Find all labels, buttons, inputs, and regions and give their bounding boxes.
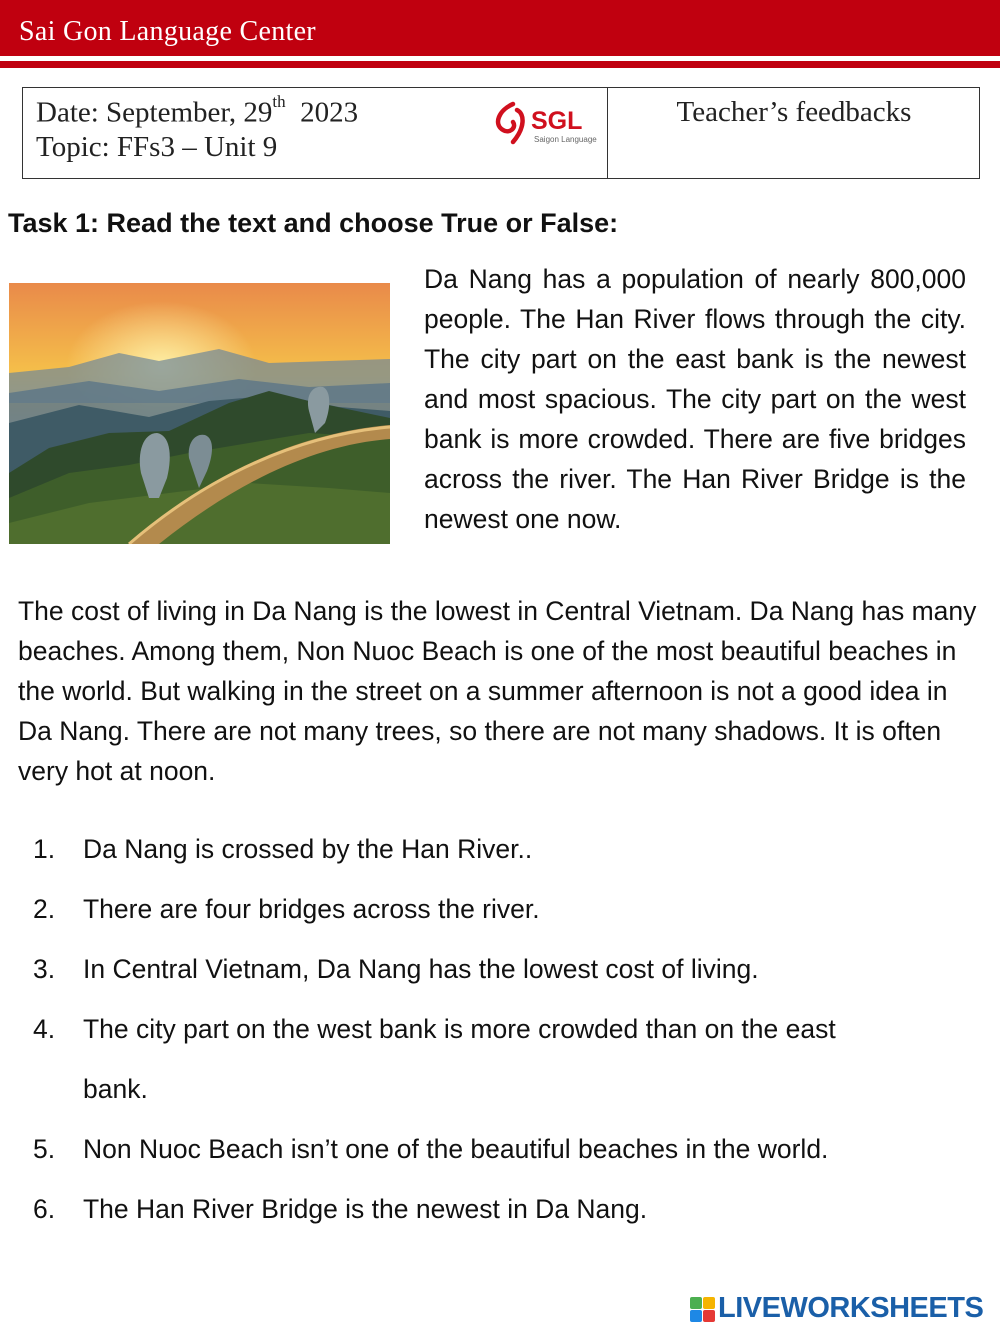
question-item — [0, 1119, 1000, 1179]
center-name: Sai Gon Language Center — [19, 16, 316, 47]
date-year: 2023 — [300, 96, 359, 129]
question-text: There are four bridges across the river. — [83, 894, 540, 924]
question-number: 5. — [33, 1134, 56, 1164]
question-list — [0, 819, 1000, 1239]
question-text: The Han River Bridge is the newest in Da Nang. — [83, 1194, 648, 1224]
date-ordinal: th — [272, 92, 286, 111]
liveworksheets-icon — [690, 1297, 716, 1323]
info-left-cell — [23, 88, 608, 178]
lesson-date — [36, 92, 359, 130]
info-box — [22, 87, 980, 179]
question-item — [0, 939, 1000, 999]
liveworksheets-brand: LIVEWORKSHEETS — [718, 1292, 984, 1324]
teacher-feedback-label: Teacher’s feedbacks — [676, 96, 912, 128]
header-stripe — [0, 61, 1000, 68]
lesson-topic: Topic: FFs3 – Unit 9 — [36, 131, 278, 163]
logo-subtext: Saigon Language — [534, 135, 597, 144]
question-text: The city part on the west bank is more crowded than on the east bank. — [83, 1014, 836, 1104]
question-item — [0, 1179, 1000, 1239]
reading-paragraph-2: The cost of living in Da Nang is the lowest in Central Vietnam. Da Nang has many beaches. Among them, Non Nuoc Beach is one of the most beautiful beaches in the world. But walking in the street on a summer afternoon is not a good idea in Da Nang. There are not many trees, so there are not many shadows. It is often very hot at noon. — [18, 596, 977, 786]
liveworksheets-logo — [690, 1290, 990, 1326]
header-bar — [0, 0, 1000, 56]
golden-bridge-photo — [9, 283, 390, 544]
question-item — [0, 879, 1000, 939]
question-item — [0, 999, 1000, 1119]
question-text: In Central Vietnam, Da Nang has the lowest cost of living. — [83, 954, 759, 984]
question-number: 6. — [33, 1194, 56, 1224]
date-text: Date: September, 29 — [36, 96, 273, 129]
sgl-logo — [491, 98, 606, 150]
question-number: 4. — [33, 1014, 56, 1044]
question-number: 2. — [33, 894, 56, 924]
question-number: 1. — [33, 834, 56, 864]
question-item — [0, 819, 1000, 879]
reading-paragraph-1: Da Nang has a population of nearly 800,000 people. The Han River flows through the city. The city part on the east bank is the newest and most spacious. The city part on the west bank is more crowded. There are five bridges across the river. The Han River Bridge is the newest one now. — [424, 264, 966, 534]
logo-text: SGL — [531, 107, 583, 135]
question-text: Non Nuoc Beach isn’t one of the beautiful beaches in the world. — [83, 1134, 829, 1164]
question-number: 3. — [33, 954, 56, 984]
question-text: Da Nang is crossed by the Han River.. — [83, 834, 533, 864]
task-title: Task 1: Read the text and choose True or False: — [8, 208, 619, 238]
